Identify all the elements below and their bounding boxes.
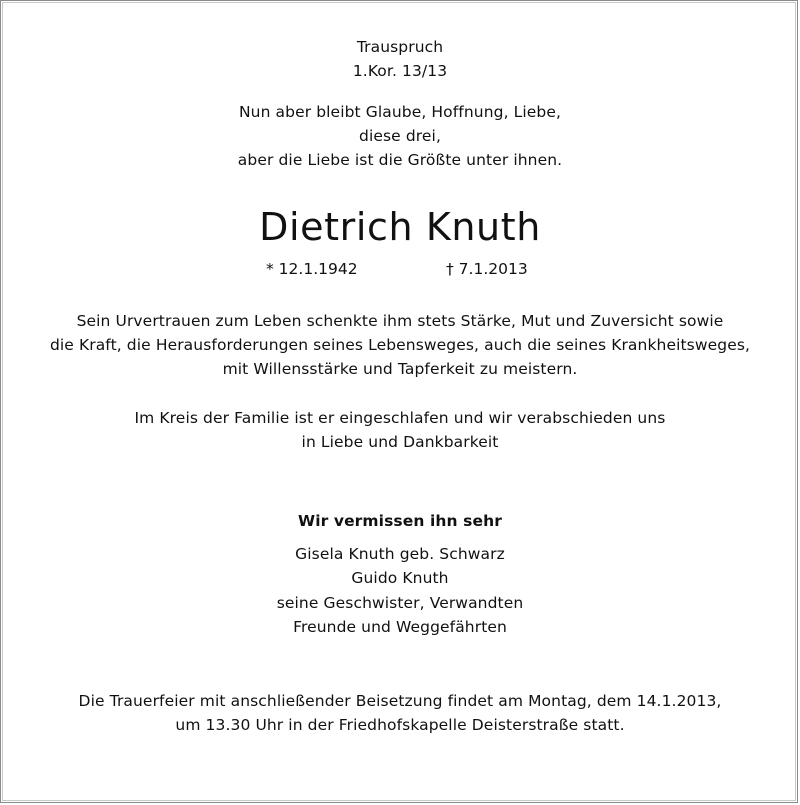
tribute-line-2: die Kraft, die Herausforderungen seines Lebensweges, auch die seines Krankheitsweges, (49, 336, 751, 354)
service-line-1: Die Trauerfeier mit anschließender Beisetzung findet am Montag, dem 14.1.2013, (78, 692, 722, 710)
verse-line-2: diese drei, (359, 127, 441, 145)
mourner-4: Freunde und Weggefährten (293, 618, 507, 636)
tribute-line-1: Sein Urvertrauen zum Leben schenkte ihm stets Stärke, Mut und Zuversicht sowie (76, 312, 724, 330)
verse-heading: Trauspruch (356, 38, 444, 56)
mourners-heading: Wir vermissen ihn sehr (298, 512, 502, 530)
life-dates (0, 257, 800, 281)
mourner-2: Guido Knuth (351, 569, 449, 587)
birth-date: * 12.1.1942 (266, 260, 358, 278)
mourner-1: Gisela Knuth geb. Schwarz (295, 545, 505, 563)
verse-line-1: Nun aber bleibt Glaube, Hoffnung, Liebe, (238, 103, 562, 121)
service-line-2: um 13.30 Uhr in der Friedhofskapelle Deisterstraße statt. (175, 716, 625, 734)
farewell-line-1: Im Kreis der Familie ist er eingeschlafen und wir verabschieden uns (134, 409, 666, 427)
tribute-line-3: mit Willensstärke und Tapferkeit zu meistern. (222, 360, 578, 378)
deceased-name: Dietrich Knuth (259, 205, 541, 249)
mourner-3: seine Geschwister, Verwandten (276, 594, 524, 612)
farewell-line-2: in Liebe und Dankbarkeit (301, 433, 499, 451)
verse-reference: 1.Kor. 13/13 (352, 62, 448, 80)
verse-line-3: aber die Liebe ist die Größte unter ihnen. (237, 151, 563, 169)
death-date: † 7.1.2013 (446, 260, 528, 278)
